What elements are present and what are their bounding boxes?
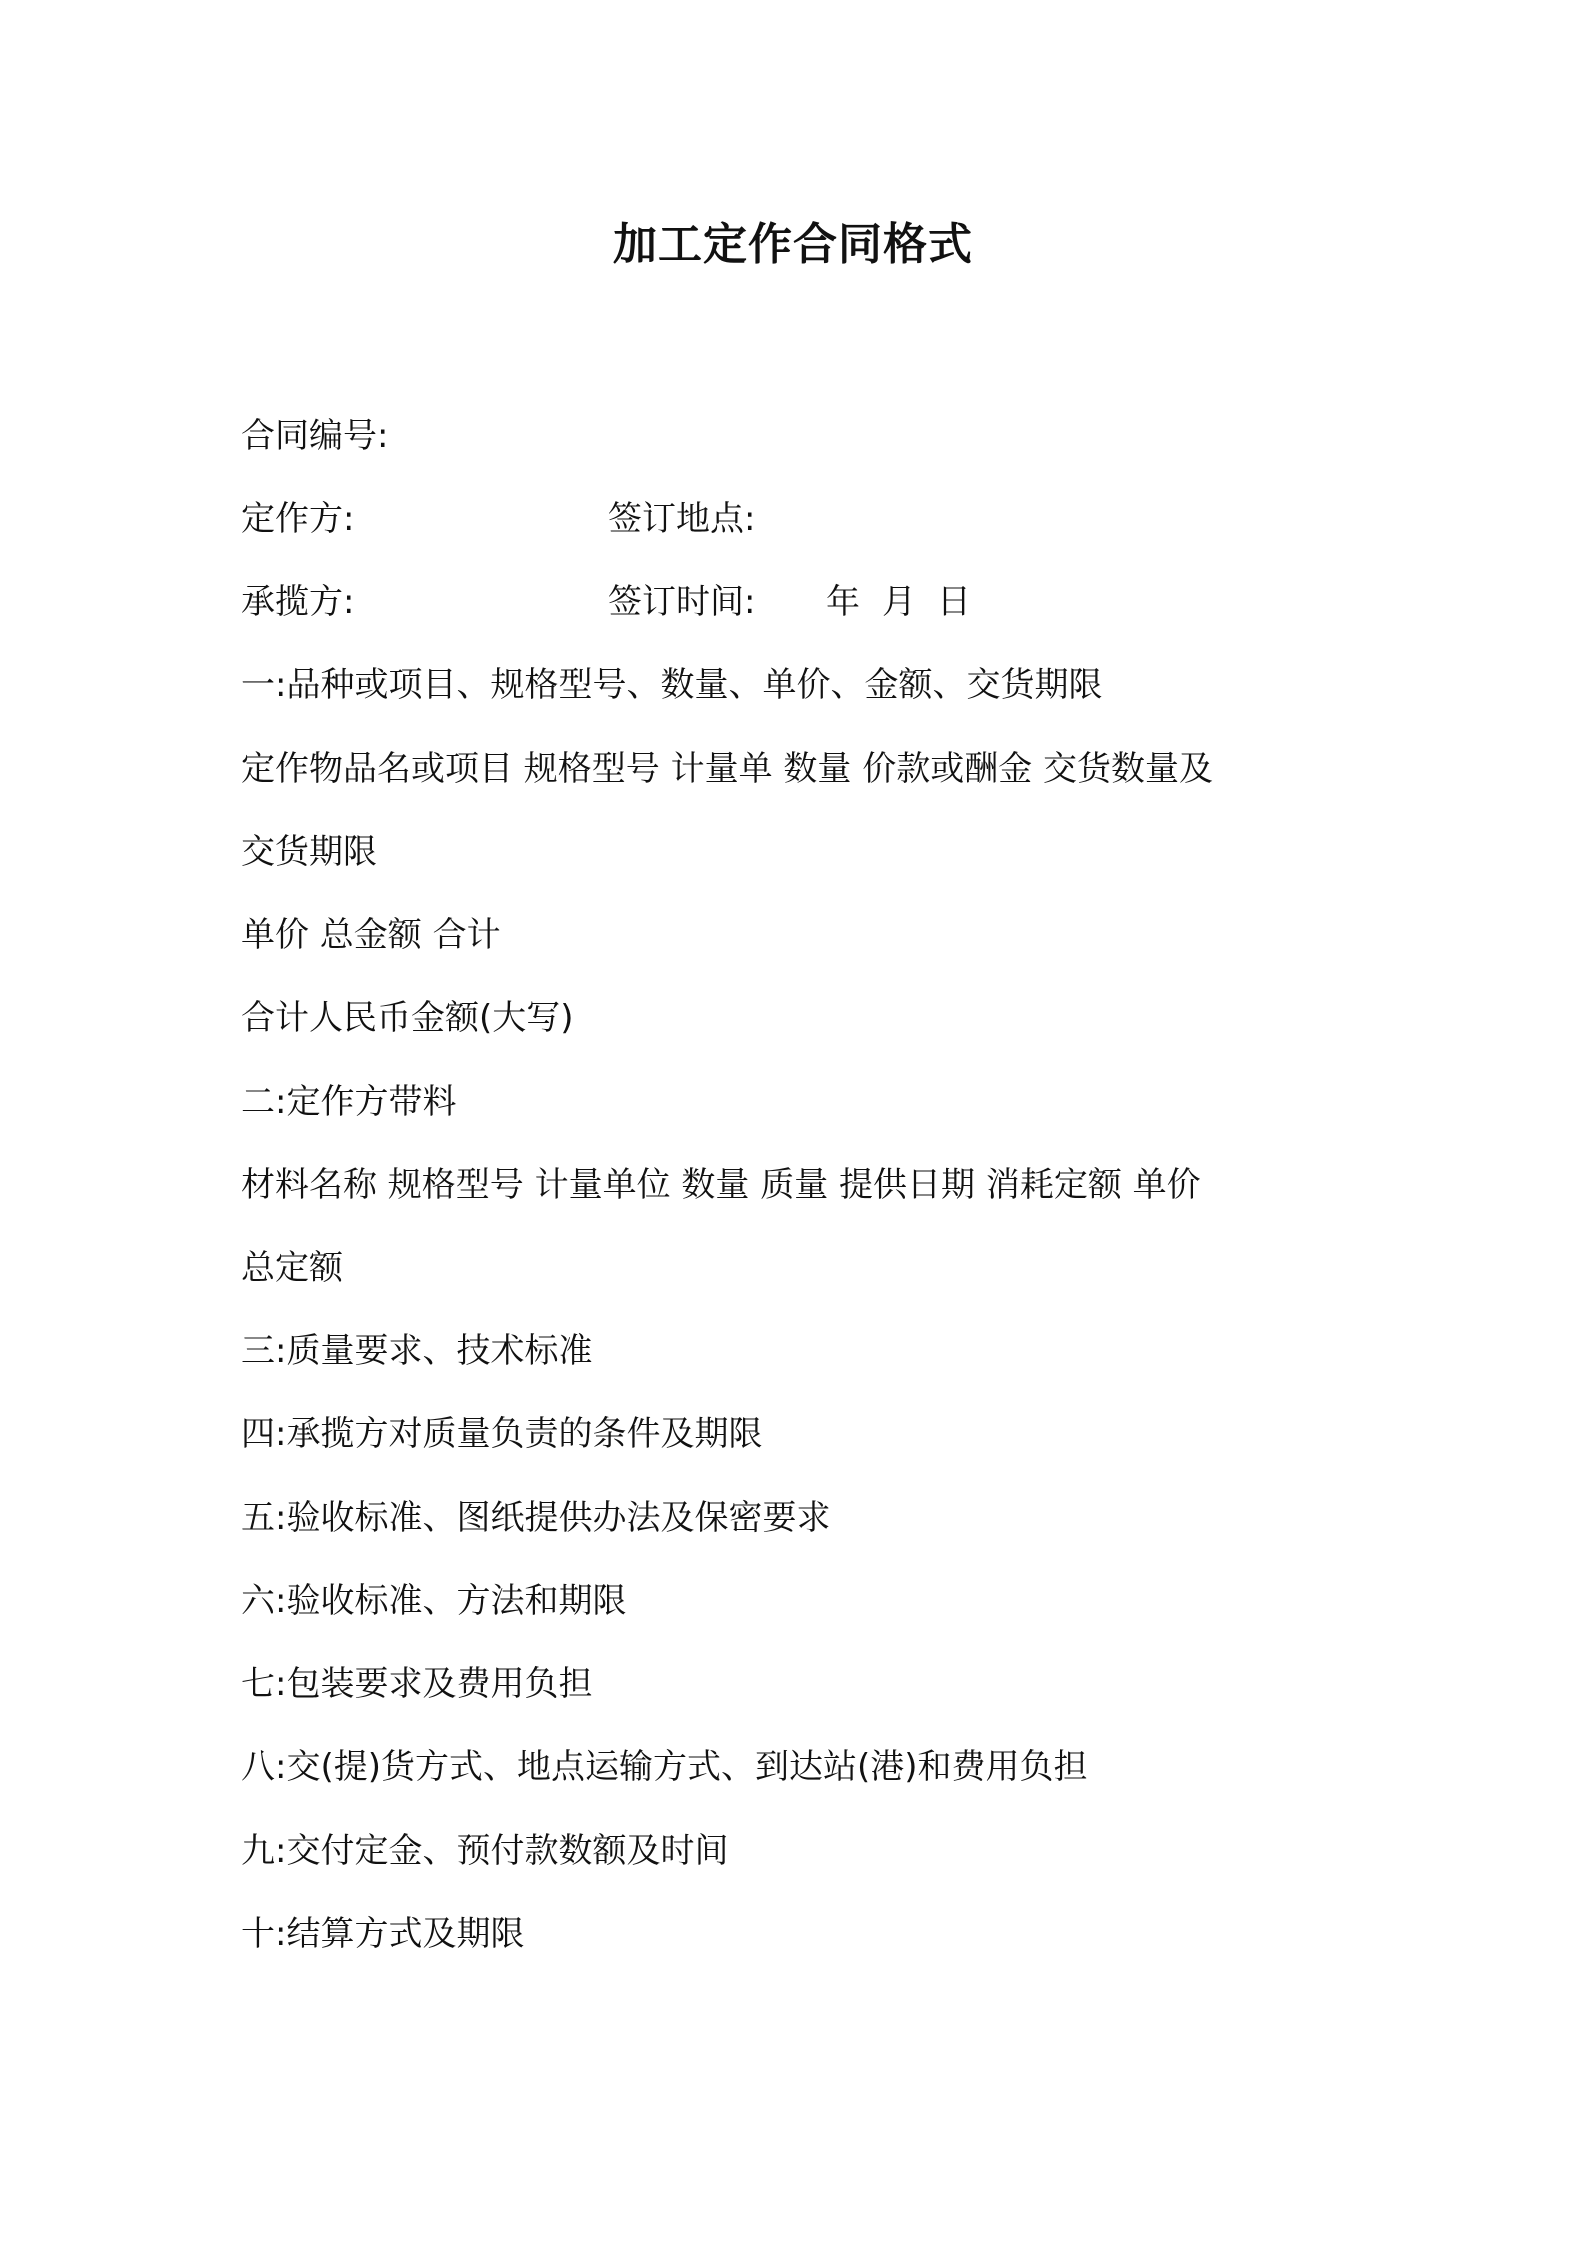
contractor-label: 承揽方: — [241, 582, 355, 622]
orderer-label: 定作方: — [241, 499, 355, 539]
body-line: 总定额 — [241, 1248, 343, 1288]
body-line: 合计人民币金额(大写) — [241, 998, 574, 1038]
sign-place-label: 签订地点: — [608, 499, 756, 539]
body-line: 十:结算方式及期限 — [241, 1914, 525, 1954]
body-line: 材料名称 规格型号 计量单位 数量 质量 提供日期 消耗定额 单价 — [241, 1165, 1201, 1205]
body-line: 交货期限 — [241, 832, 377, 872]
body-line: 九:交付定金、预付款数额及时间 — [241, 1831, 729, 1871]
document-title: 加工定作合同格式 — [613, 219, 973, 270]
body-line: 二:定作方带料 — [241, 1082, 457, 1122]
body-line: 四:承揽方对质量负责的条件及期限 — [241, 1414, 763, 1454]
body-line: 一:品种或项目、规格型号、数量、单价、金额、交货期限 — [241, 665, 1103, 705]
body-line: 七:包装要求及费用负担 — [241, 1664, 593, 1704]
sign-time-label: 签订时间: — [608, 582, 756, 622]
body-line: 单价 总金额 合计 — [241, 915, 501, 955]
contract-no-label: 合同编号: — [241, 416, 389, 456]
body-line: 八:交(提)货方式、地点运输方式、到达站(港)和费用负担 — [241, 1747, 1088, 1787]
year-label: 年 — [826, 582, 860, 622]
body-line: 六:验收标准、方法和期限 — [241, 1581, 627, 1621]
body-line: 定作物品名或项目 规格型号 计量单 数量 价款或酬金 交货数量及 — [241, 749, 1214, 789]
day-label: 日 — [937, 582, 971, 622]
month-label: 月 — [882, 582, 916, 622]
body-line: 三:质量要求、技术标准 — [241, 1331, 593, 1371]
body-line: 五:验收标准、图纸提供办法及保密要求 — [241, 1498, 831, 1538]
